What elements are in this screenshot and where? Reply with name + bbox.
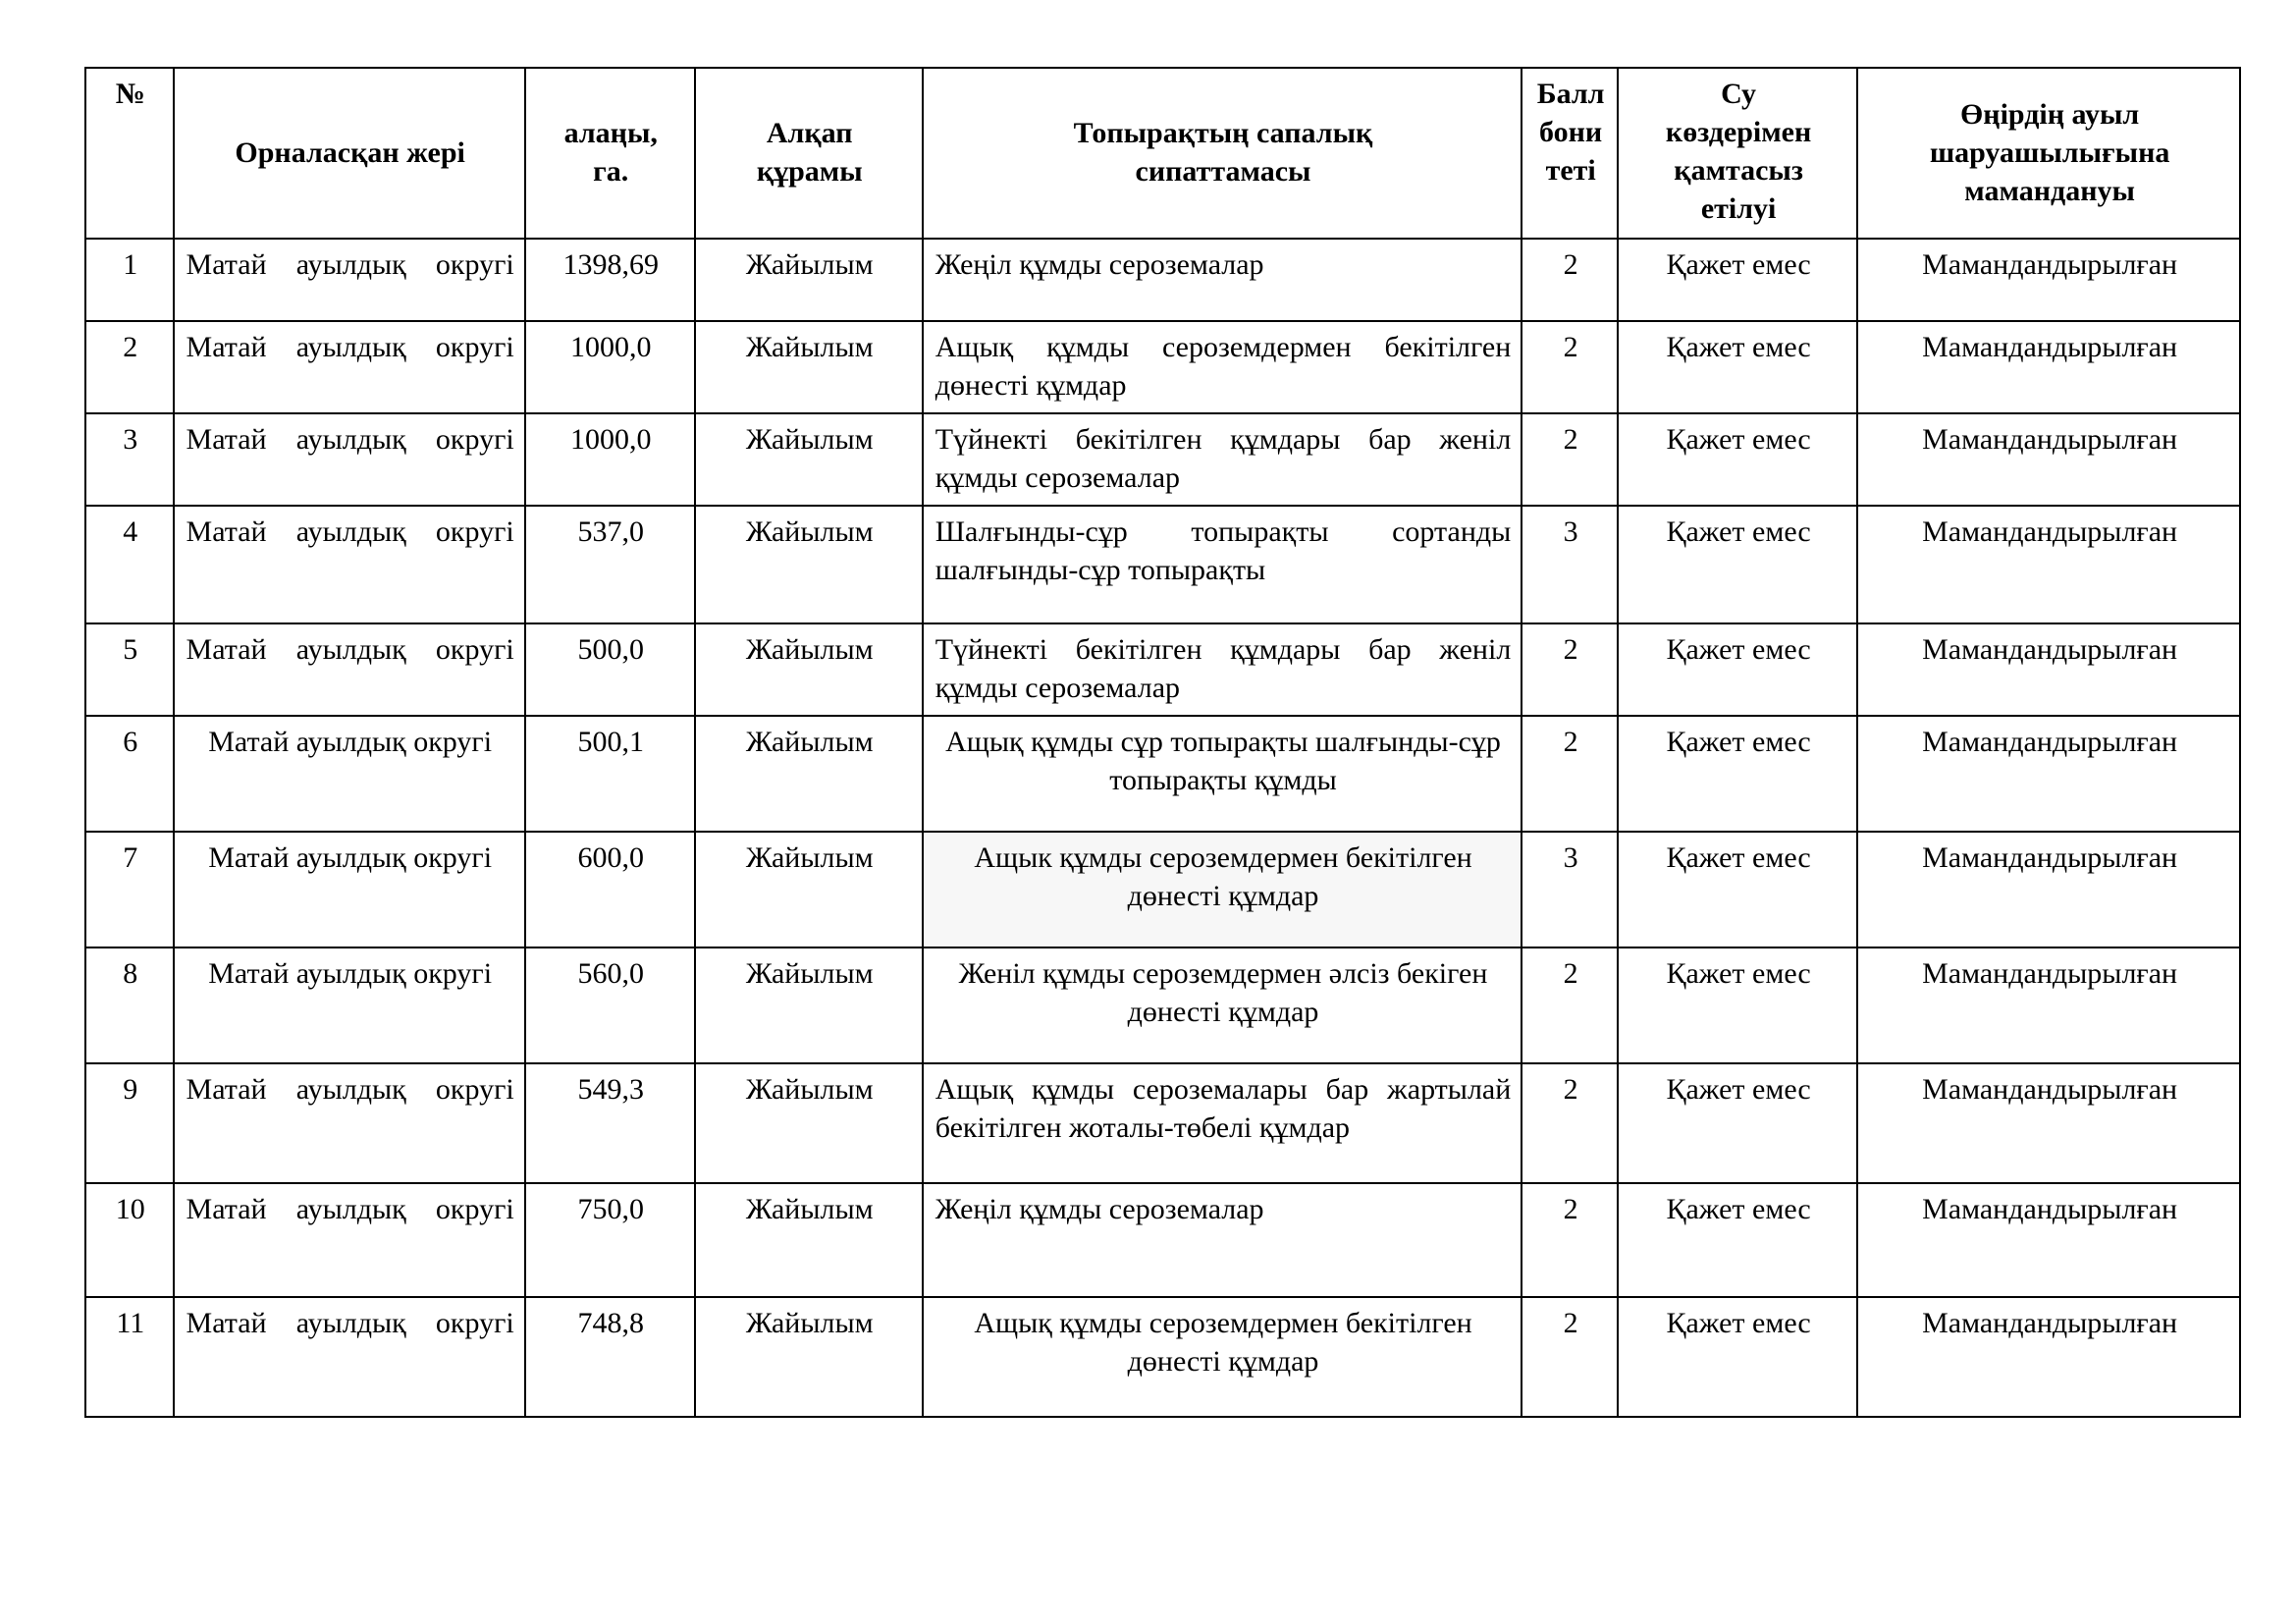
column-header-area-line2: га. xyxy=(593,155,629,188)
cell-water-supply: Қажет емес xyxy=(1618,716,1857,832)
cell-specialization: Мамандандырылған xyxy=(1857,506,2240,623)
column-header-water-supply xyxy=(1618,68,1857,239)
cell-bonitet: 2 xyxy=(1522,239,1618,321)
cell-water-supply: Қажет емес xyxy=(1618,1063,1857,1183)
cell-area: 500,0 xyxy=(525,623,695,716)
table-row xyxy=(85,832,2240,947)
column-header-area xyxy=(525,68,695,239)
column-header-water-line2: көздерімен xyxy=(1665,116,1812,148)
cell-location: Матай ауылдық округі xyxy=(174,1183,525,1297)
column-header-spec-line3: мамандануы xyxy=(1964,174,2135,207)
cell-water-supply: Қажет емес xyxy=(1618,506,1857,623)
cell-number: 4 xyxy=(85,506,174,623)
cell-location: Матай ауылдық округі xyxy=(174,413,525,506)
cell-specialization: Мамандандырылған xyxy=(1857,321,2240,413)
table-row xyxy=(85,1063,2240,1183)
table-row xyxy=(85,1297,2240,1417)
cell-bonitet: 2 xyxy=(1522,1183,1618,1297)
cell-water-supply: Қажет емес xyxy=(1618,1297,1857,1417)
header-row xyxy=(85,68,2240,239)
cell-water-supply: Қажет емес xyxy=(1618,947,1857,1063)
column-header-number: № xyxy=(85,68,174,239)
cell-land-type: Жайылым xyxy=(695,413,923,506)
cell-location: Матай ауылдық округі xyxy=(174,239,525,321)
cell-area: 748,8 xyxy=(525,1297,695,1417)
table-row xyxy=(85,1183,2240,1297)
cell-specialization: Мамандандырылған xyxy=(1857,239,2240,321)
cell-number: 5 xyxy=(85,623,174,716)
cell-land-type: Жайылым xyxy=(695,832,923,947)
cell-number: 2 xyxy=(85,321,174,413)
column-header-land-type-line1: Алқап xyxy=(766,117,853,149)
column-header-soil-quality-line1: Топырақтың сапалық xyxy=(1073,117,1373,149)
cell-water-supply: Қажет емес xyxy=(1618,239,1857,321)
cell-number: 6 xyxy=(85,716,174,832)
cell-soil-quality: Ащық құмды сероземдермен бекітілген дөнесті құмдар xyxy=(923,321,1522,413)
column-header-location: Орналасқан жері xyxy=(174,68,525,239)
cell-bonitet: 2 xyxy=(1522,947,1618,1063)
cell-area: 549,3 xyxy=(525,1063,695,1183)
cell-soil-quality: Түйнекті бекітілген құмдары бар женіл құмды сероземалар xyxy=(923,413,1522,506)
cell-number: 9 xyxy=(85,1063,174,1183)
cell-area: 750,0 xyxy=(525,1183,695,1297)
table-row xyxy=(85,623,2240,716)
column-header-area-line1: алаңы, xyxy=(563,117,658,149)
cell-location: Матай ауылдық округі xyxy=(174,947,525,1063)
cell-number: 10 xyxy=(85,1183,174,1297)
table-body xyxy=(85,239,2240,1417)
cell-specialization: Мамандандырылған xyxy=(1857,832,2240,947)
cell-specialization: Мамандандырылған xyxy=(1857,716,2240,832)
cell-area: 1000,0 xyxy=(525,413,695,506)
cell-area: 537,0 xyxy=(525,506,695,623)
column-header-bonitet-line1: Балл xyxy=(1536,78,1605,110)
cell-land-type: Жайылым xyxy=(695,947,923,1063)
column-header-land-type-line2: құрамы xyxy=(756,155,863,188)
cell-bonitet: 3 xyxy=(1522,506,1618,623)
cell-area: 560,0 xyxy=(525,947,695,1063)
table-header xyxy=(85,68,2240,239)
cell-soil-quality: Түйнекті бекітілген құмдары бар женіл құмды сероземалар xyxy=(923,623,1522,716)
cell-bonitet: 2 xyxy=(1522,321,1618,413)
column-header-water-line3: қамтасыз xyxy=(1674,154,1803,187)
table-row xyxy=(85,413,2240,506)
cell-water-supply: Қажет емес xyxy=(1618,1183,1857,1297)
table-row xyxy=(85,947,2240,1063)
column-header-spec-line1: Өңірдің ауыл xyxy=(1959,97,2140,131)
cell-area: 1000,0 xyxy=(525,321,695,413)
cell-bonitet: 2 xyxy=(1522,1297,1618,1417)
column-header-soil-quality-line2: сипаттамасы xyxy=(1135,155,1311,188)
cell-land-type: Жайылым xyxy=(695,1297,923,1417)
cell-number: 7 xyxy=(85,832,174,947)
column-header-water-line4: етілуі xyxy=(1700,192,1777,225)
column-header-bonitet-score xyxy=(1522,68,1618,239)
cell-specialization: Мамандандырылған xyxy=(1857,1297,2240,1417)
cell-number: 11 xyxy=(85,1297,174,1417)
cell-location: Матай ауылдық округі xyxy=(174,321,525,413)
cell-bonitet: 2 xyxy=(1522,1063,1618,1183)
column-header-land-type xyxy=(695,68,923,239)
cell-specialization: Мамандандырылған xyxy=(1857,413,2240,506)
table-row xyxy=(85,239,2240,321)
cell-soil-quality: Жеңіл құмды сероземалар xyxy=(923,239,1522,321)
cell-land-type: Жайылым xyxy=(695,623,923,716)
cell-soil-quality: Ащык құмды сероземдермен бекітілген дөнесті құмдар xyxy=(923,832,1522,947)
column-header-regional-specialization xyxy=(1857,68,2240,239)
cell-soil-quality: Ащық құмды сероземалары бар жартылай бекітілген жоталы-төбелі құмдар xyxy=(923,1063,1522,1183)
cell-bonitet: 2 xyxy=(1522,413,1618,506)
cell-land-type: Жайылым xyxy=(695,716,923,832)
cell-land-type: Жайылым xyxy=(695,239,923,321)
table-row xyxy=(85,716,2240,832)
cell-area: 500,1 xyxy=(525,716,695,832)
cell-land-type: Жайылым xyxy=(695,321,923,413)
cell-location: Матай ауылдық округі xyxy=(174,506,525,623)
column-header-water-line1: Су xyxy=(1721,78,1757,110)
cell-soil-quality: Женіл құмды сероземдермен әлсіз бекіген дөнесті құмдар xyxy=(923,947,1522,1063)
table-row xyxy=(85,321,2240,413)
table-row xyxy=(85,506,2240,623)
cell-specialization: Мамандандырылған xyxy=(1857,947,2240,1063)
cell-soil-quality: Ащық құмды сұр топырақты шалғынды-сұр топырақты құмды xyxy=(923,716,1522,832)
cell-location: Матай ауылдық округі xyxy=(174,832,525,947)
cell-bonitet: 3 xyxy=(1522,832,1618,947)
cell-location: Матай ауылдық округі xyxy=(174,1297,525,1417)
cell-water-supply: Қажет емес xyxy=(1618,832,1857,947)
column-header-bonitet-line3: теті xyxy=(1545,154,1596,187)
column-header-spec-line2: шаруашылығына xyxy=(1929,135,2170,169)
cell-soil-quality: Жеңіл құмды сероземалар xyxy=(923,1183,1522,1297)
column-header-bonitet-line2: бони xyxy=(1539,116,1603,148)
cell-soil-quality: Шалғынды-сұр топырақты сортанды шалғынды-сұр топырақты xyxy=(923,506,1522,623)
cell-specialization: Мамандандырылған xyxy=(1857,623,2240,716)
cell-area: 1398,69 xyxy=(525,239,695,321)
column-header-soil-quality xyxy=(923,68,1522,239)
cell-soil-quality: Ащық құмды сероземдермен бекітілген дөнесті құмдар xyxy=(923,1297,1522,1417)
cell-location: Матай ауылдық округі xyxy=(174,623,525,716)
cell-water-supply: Қажет емес xyxy=(1618,623,1857,716)
land-plots-table xyxy=(84,67,2241,1418)
cell-land-type: Жайылым xyxy=(695,1183,923,1297)
cell-bonitet: 2 xyxy=(1522,716,1618,832)
cell-specialization: Мамандандырылған xyxy=(1857,1063,2240,1183)
cell-number: 8 xyxy=(85,947,174,1063)
cell-water-supply: Қажет емес xyxy=(1618,413,1857,506)
cell-water-supply: Қажет емес xyxy=(1618,321,1857,413)
cell-land-type: Жайылым xyxy=(695,1063,923,1183)
cell-specialization: Мамандандырылған xyxy=(1857,1183,2240,1297)
cell-location: Матай ауылдық округі xyxy=(174,716,525,832)
cell-number: 3 xyxy=(85,413,174,506)
cell-number: 1 xyxy=(85,239,174,321)
cell-area: 600,0 xyxy=(525,832,695,947)
cell-location: Матай ауылдық округі xyxy=(174,1063,525,1183)
cell-bonitet: 2 xyxy=(1522,623,1618,716)
cell-land-type: Жайылым xyxy=(695,506,923,623)
